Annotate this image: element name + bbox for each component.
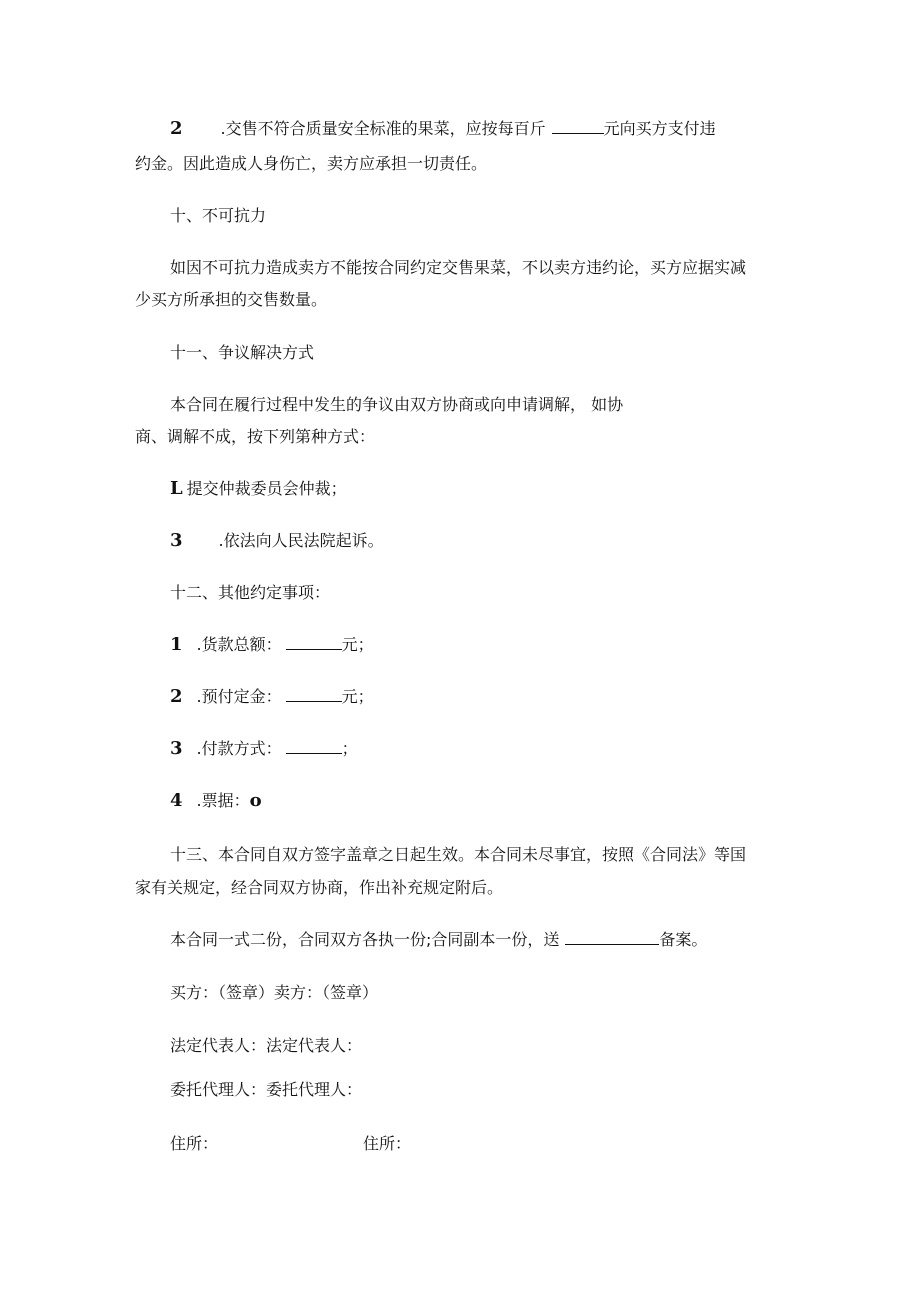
clause10-heading: 十、不可抗力 xyxy=(170,206,267,225)
item-label: .货款总额： xyxy=(196,635,282,654)
item-text: .依法向人民法院起诉。 xyxy=(218,531,384,550)
copies-line xyxy=(170,929,707,951)
deposit-blank xyxy=(286,687,342,702)
signature-legal-rep: 法定代表人：法定代表人： xyxy=(170,1036,363,1055)
amount-blank xyxy=(286,635,342,650)
item-label: .票据： xyxy=(196,791,250,810)
clause11-heading: 十一、争议解决方式 xyxy=(170,343,315,362)
item-label: .预付定金： xyxy=(196,687,282,706)
clause12-item xyxy=(170,686,374,708)
clause13-line2: 家有关规定，经合同双方协商，作出补充规定附后。 xyxy=(135,878,504,897)
item-number: 2 xyxy=(170,118,183,139)
copies-text: 备案。 xyxy=(659,930,708,949)
item-number: 4 xyxy=(170,790,183,811)
payment-method-blank xyxy=(286,739,342,754)
item-text: .交售不符合质量安全标准的果菜，应按每百斤 xyxy=(220,119,546,138)
item-number: 3 xyxy=(170,530,183,551)
signature-address-buyer: 住所： xyxy=(170,1134,219,1153)
clause11-option1 xyxy=(170,478,347,500)
item-number: 1 xyxy=(170,634,183,655)
item-suffix: 元； xyxy=(341,687,374,706)
clause9-item2-line1 xyxy=(170,118,716,140)
clause10-body-line1: 如因不可抗力造成卖方不能按合同约定交售果菜，不以卖方违约论，买方应据实减 xyxy=(170,258,747,277)
item-label: .付款方式： xyxy=(196,739,282,758)
clause13-line1: 十三、本合同自双方签字盖章之日起生效。本合同未尽事宜，按照《合同法》等国 xyxy=(170,845,747,864)
copies-text: 本合同一式二份，合同双方各执一份;合同副本一份，送 xyxy=(170,930,560,949)
clause9-item2-line2: 约金。因此造成人身伤亡，卖方应承担一切责任。 xyxy=(135,154,488,173)
item-suffix: 元； xyxy=(341,635,374,654)
penalty-amount-blank xyxy=(552,119,604,134)
clause12-item xyxy=(170,738,358,760)
item-number: L xyxy=(170,478,183,499)
item-suffix: o xyxy=(249,790,262,811)
clause11-option2 xyxy=(170,530,384,552)
clause10-body-line2: 少买方所承担的交售数量。 xyxy=(135,290,328,309)
item-text: 提交仲裁委员会仲裁； xyxy=(186,479,347,498)
clause12-heading: 十二、其他约定事项： xyxy=(170,583,331,602)
item-text: 元向买方支付违 xyxy=(603,119,716,138)
clause11-body-line1: 本合同在履行过程中发生的争议由双方协商或向申请调解， 如协 xyxy=(170,395,624,414)
item-number: 3 xyxy=(170,738,183,759)
signature-agent: 委托代理人：委托代理人： xyxy=(170,1080,363,1099)
clause12-item xyxy=(170,634,374,656)
item-number: 2 xyxy=(170,686,183,707)
clause12-item xyxy=(170,790,262,812)
signature-address-seller: 住所： xyxy=(363,1134,412,1153)
item-suffix: ； xyxy=(341,739,358,758)
signature-parties: 买方：（签章）卖方：（签章） xyxy=(170,983,379,1002)
clause11-body-line2: 商、调解不成，按下列第种方式： xyxy=(135,427,376,446)
filing-office-blank xyxy=(565,930,659,945)
